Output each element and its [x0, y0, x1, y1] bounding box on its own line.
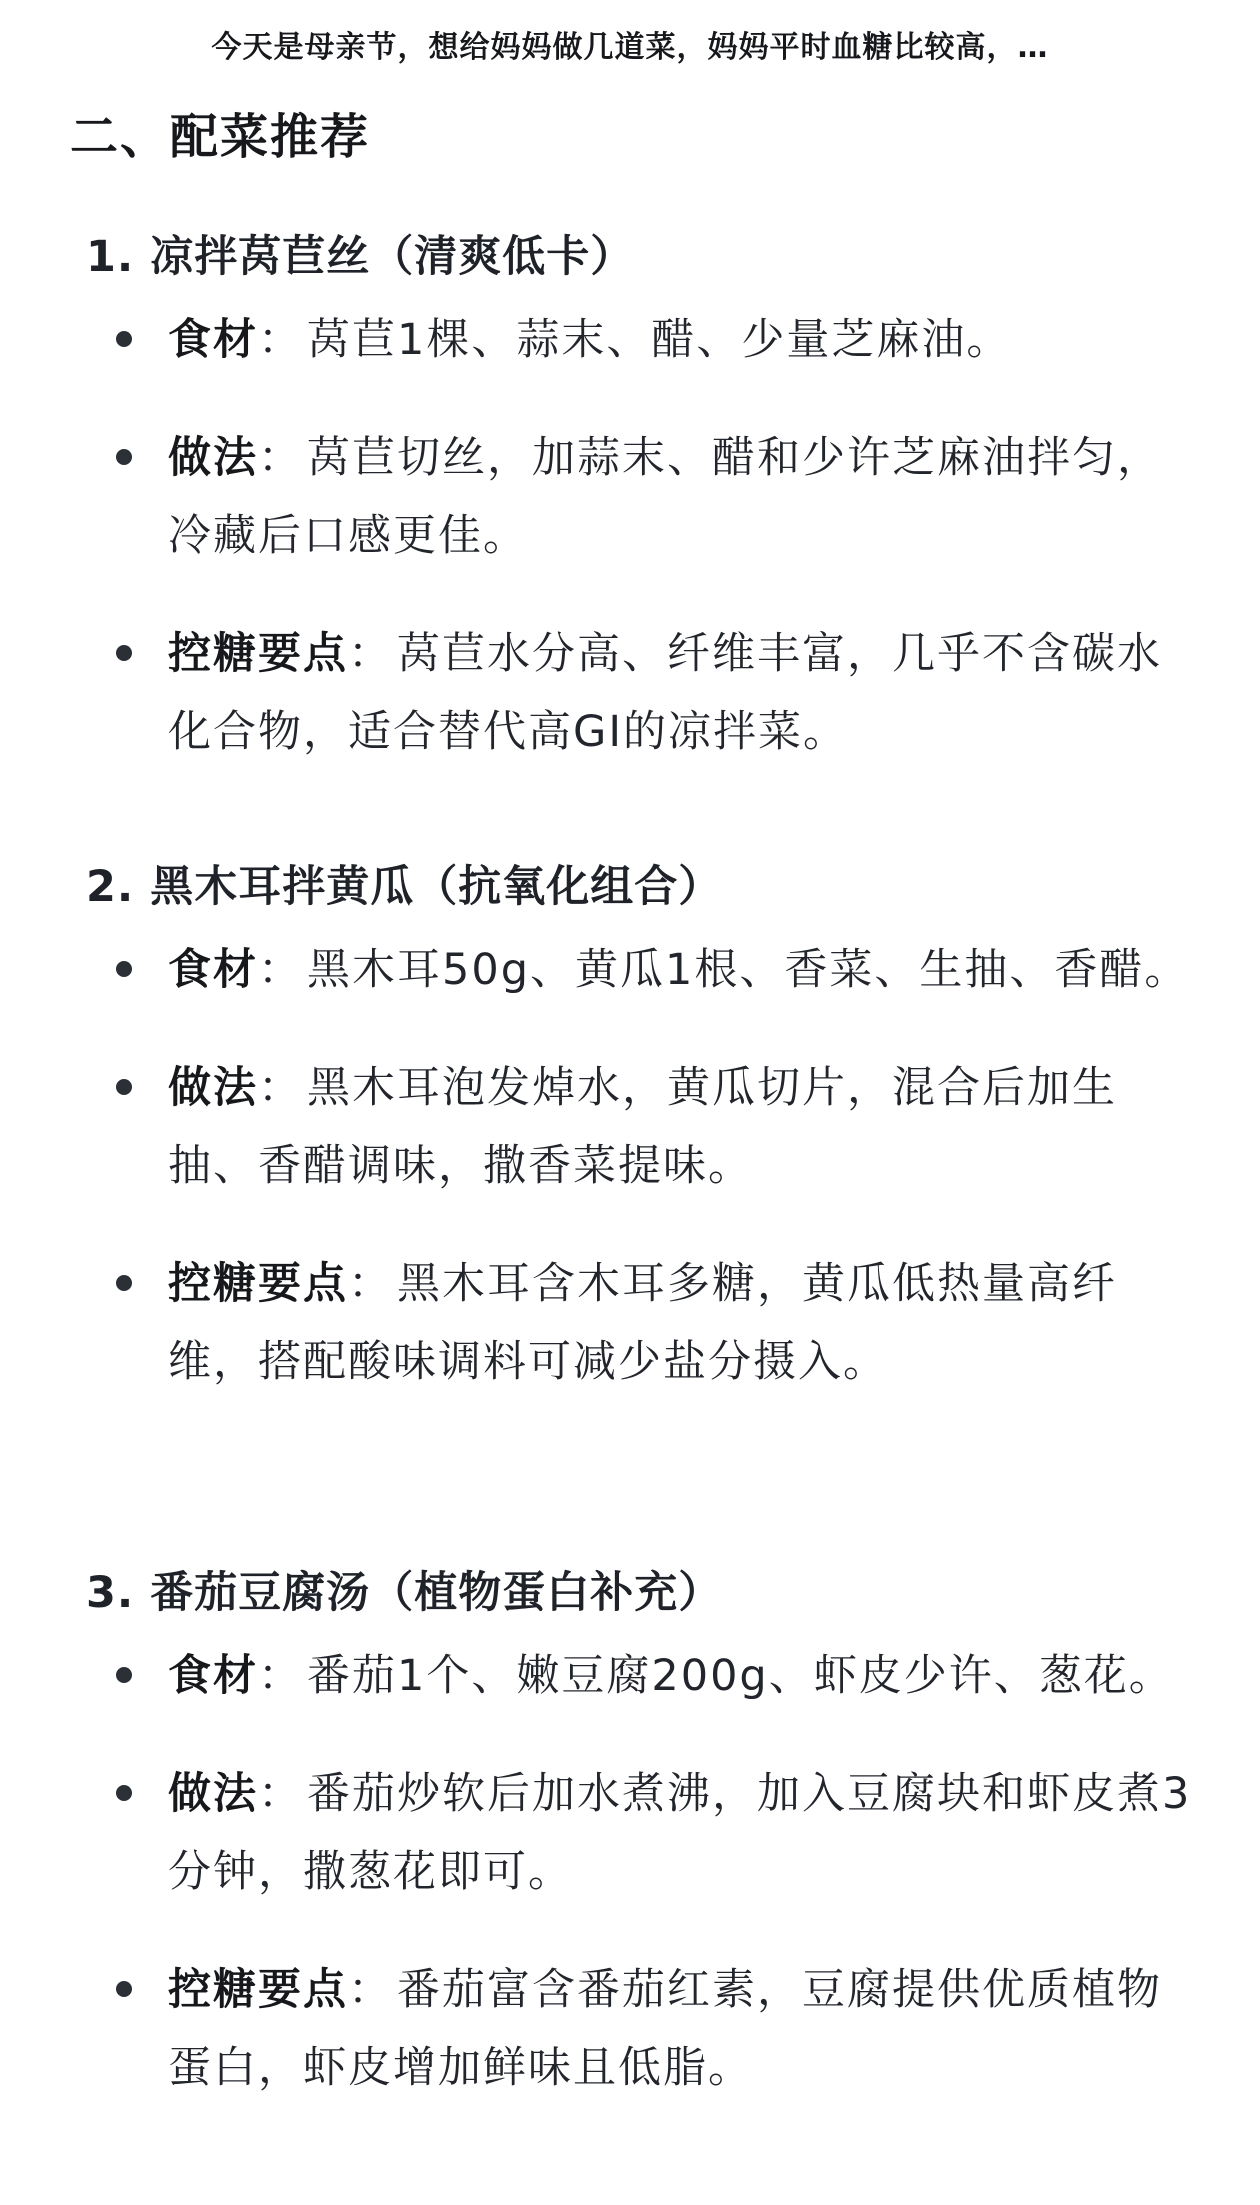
item-label: 控糖要点	[168, 1259, 348, 1309]
section-heading: 二、配菜推荐	[70, 109, 371, 165]
label-colon: ：	[348, 629, 393, 679]
dish-card	[86, 857, 1196, 1401]
item-text: 黑木耳泡发焯水，黄瓜切片，混合后加生抽、香醋调味，撒香菜提味。	[168, 1063, 1117, 1191]
bullet-dot-icon	[116, 1667, 132, 1683]
label-colon: ：	[348, 1259, 393, 1309]
list-item	[86, 1049, 1196, 1205]
bullet-dot-icon	[116, 449, 132, 465]
bullet-dot-icon	[116, 645, 132, 661]
bullet-dot-icon	[116, 1275, 132, 1291]
item-text: 番茄1个、嫩豆腐200g、虾皮少许、葱花。	[307, 1651, 1174, 1701]
label-colon: ：	[258, 433, 303, 483]
bullet-dot-icon	[116, 1981, 132, 1997]
bullet-dot-icon	[116, 331, 132, 347]
dish-card	[86, 1563, 1196, 2107]
item-label: 食材	[168, 945, 258, 995]
bullet-dot-icon	[116, 1785, 132, 1801]
list-item	[86, 301, 1196, 379]
list-item	[86, 931, 1196, 1009]
label-colon: ：	[258, 945, 303, 995]
item-text: 莴苣切丝，加蒜末、醋和少许芝麻油拌匀，冷藏后口感更佳。	[168, 433, 1162, 561]
item-text: 莴苣水分高、纤维丰富，几乎不含碳水化合物，适合替代高GI的凉拌菜。	[168, 629, 1162, 757]
item-text: 番茄炒软后加水煮沸，加入豆腐块和虾皮煮3分钟，撒葱花即可。	[168, 1769, 1192, 1897]
dish-title: 3. 番茄豆腐汤（植物蛋白补充）	[86, 1568, 723, 1618]
dish-details-list	[86, 301, 1196, 771]
label-colon: ：	[258, 1063, 303, 1113]
dish-details-list	[86, 1637, 1196, 2107]
label-colon: ：	[348, 1965, 393, 2015]
chat-question-title: 今天是母亲节，想给妈妈做几道菜，妈妈平时血糖比较高，…	[211, 30, 1049, 65]
list-item	[86, 1755, 1196, 1911]
item-text: 番茄富含番茄红素，豆腐提供优质植物蛋白，虾皮增加鲜味且低脂。	[168, 1965, 1162, 2093]
bullet-dot-icon	[116, 1079, 132, 1095]
item-text: 黑木耳50g、黄瓜1根、香菜、生抽、香醋。	[307, 945, 1190, 995]
item-label: 食材	[168, 1651, 258, 1701]
label-colon: ：	[258, 1769, 303, 1819]
list-item	[86, 1951, 1196, 2107]
label-colon: ：	[258, 315, 303, 365]
list-item	[86, 1637, 1196, 1715]
list-item	[86, 419, 1196, 575]
item-label: 做法	[168, 1063, 258, 1113]
dish-title: 2. 黑木耳拌黄瓜（抗氧化组合）	[86, 862, 723, 912]
list-item	[86, 1245, 1196, 1401]
label-colon: ：	[258, 1651, 303, 1701]
item-label: 做法	[168, 1769, 258, 1819]
list-item	[86, 615, 1196, 771]
item-text: 莴苣1棵、蒜末、醋、少量芝麻油。	[307, 315, 1012, 365]
dish-details-list	[86, 931, 1196, 1401]
item-label: 做法	[168, 433, 258, 483]
item-text: 黑木耳含木耳多糖，黄瓜低热量高纤维，搭配酸味调料可减少盐分摄入。	[168, 1259, 1117, 1387]
dish-card	[86, 227, 1196, 771]
item-label: 食材	[168, 315, 258, 365]
bullet-dot-icon	[116, 961, 132, 977]
item-label: 控糖要点	[168, 1965, 348, 2015]
dish-title: 1. 凉拌莴苣丝（清爽低卡）	[86, 232, 635, 282]
item-label: 控糖要点	[168, 629, 348, 679]
